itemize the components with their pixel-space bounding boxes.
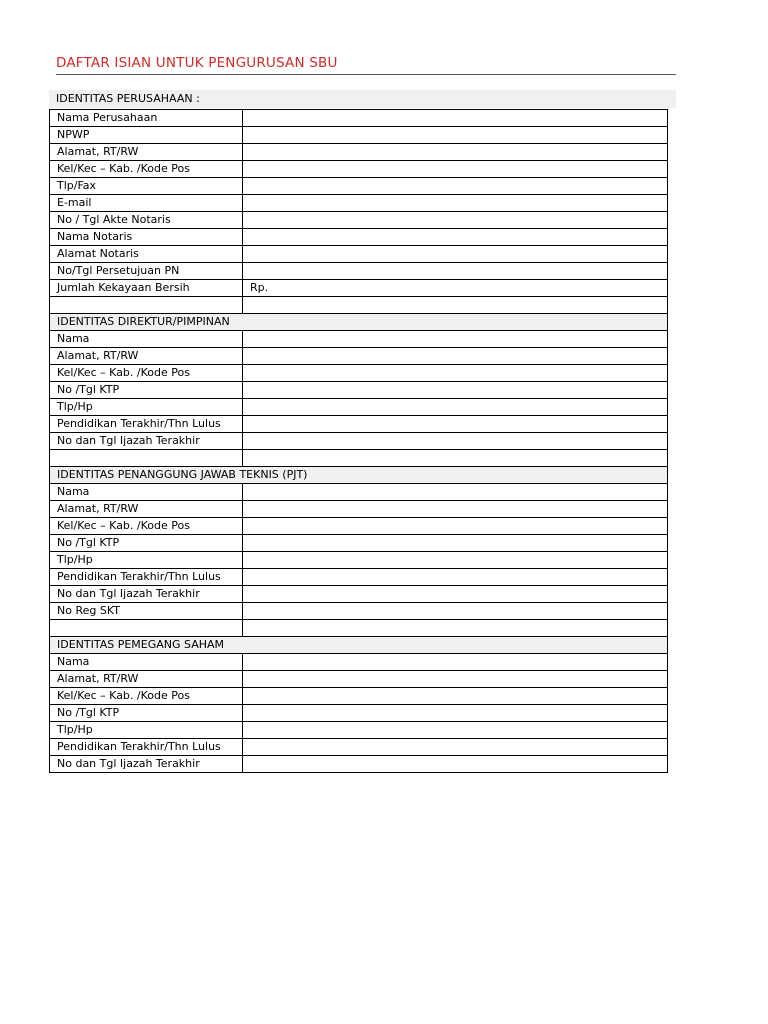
form-row [50, 416, 668, 433]
field-value-cell[interactable] [243, 195, 668, 212]
section-heading-row [50, 637, 668, 654]
field-value-cell[interactable] [243, 535, 668, 552]
form-row [50, 654, 668, 671]
form-row [50, 280, 668, 297]
field-value-cell[interactable] [243, 484, 668, 501]
field-label: Tlp/Hp [50, 722, 243, 739]
field-value-cell[interactable] [243, 399, 668, 416]
blank-label-cell [50, 620, 243, 637]
section-heading-label: IDENTITAS DIREKTUR/PIMPINAN [50, 314, 668, 331]
field-value-cell[interactable] [243, 603, 668, 620]
field-label: Alamat, RT/RW [50, 348, 243, 365]
field-value-cell[interactable] [243, 705, 668, 722]
form-row [50, 501, 668, 518]
field-label: No dan Tgl Ijazah Terakhir [50, 586, 243, 603]
form-row [50, 382, 668, 399]
form-row [50, 110, 668, 127]
field-value-cell[interactable]: Rp. [243, 280, 668, 297]
field-label: Tlp/Hp [50, 399, 243, 416]
form-row [50, 484, 668, 501]
field-value-cell[interactable] [243, 110, 668, 127]
form-row [50, 195, 668, 212]
field-value-cell[interactable] [243, 331, 668, 348]
field-label: No/Tgl Persetujuan PN [50, 263, 243, 280]
field-label: Alamat, RT/RW [50, 144, 243, 161]
form-row [50, 399, 668, 416]
form-row [50, 518, 668, 535]
field-label: Kel/Kec – Kab. /Kode Pos [50, 688, 243, 705]
field-value-cell[interactable] [243, 722, 668, 739]
form-row [50, 705, 668, 722]
form-row [50, 569, 668, 586]
form-row [50, 144, 668, 161]
form-row [50, 433, 668, 450]
field-value-cell[interactable] [243, 212, 668, 229]
field-value-cell[interactable] [243, 688, 668, 705]
form-row [50, 671, 668, 688]
form-row [50, 739, 668, 756]
field-value-cell[interactable] [243, 671, 668, 688]
field-label: Tlp/Fax [50, 178, 243, 195]
form-row [50, 722, 668, 739]
field-value-cell[interactable] [243, 654, 668, 671]
field-value-cell[interactable] [243, 127, 668, 144]
field-label: No dan Tgl Ijazah Terakhir [50, 756, 243, 773]
field-value-cell[interactable] [243, 365, 668, 382]
field-value-cell[interactable] [243, 382, 668, 399]
field-label: No /Tgl KTP [50, 705, 243, 722]
blank-label-cell [50, 297, 243, 314]
field-value-cell[interactable] [243, 501, 668, 518]
field-value-cell[interactable] [243, 552, 668, 569]
field-value-cell[interactable] [243, 756, 668, 773]
field-label: No /Tgl KTP [50, 535, 243, 552]
field-label: No / Tgl Akte Notaris [50, 212, 243, 229]
field-value-cell[interactable] [243, 178, 668, 195]
blank-label-cell [50, 450, 243, 467]
field-label: Pendidikan Terakhir/Thn Lulus [50, 569, 243, 586]
section-heading-label: IDENTITAS PENANGGUNG JAWAB TEKNIS (PJT) [50, 467, 668, 484]
field-value-cell[interactable] [243, 161, 668, 178]
field-value-cell[interactable] [243, 518, 668, 535]
blank-row [50, 450, 668, 467]
field-value-cell[interactable] [243, 229, 668, 246]
section-heading-label: IDENTITAS PERUSAHAAN : [56, 92, 200, 105]
form-row [50, 178, 668, 195]
form-row [50, 263, 668, 280]
field-value-cell[interactable] [243, 433, 668, 450]
field-label: Nama [50, 331, 243, 348]
form-row [50, 586, 668, 603]
field-label: Nama [50, 654, 243, 671]
field-label: Pendidikan Terakhir/Thn Lulus [50, 739, 243, 756]
form-table-body [50, 110, 668, 773]
field-label: Nama [50, 484, 243, 501]
form-row [50, 331, 668, 348]
form-row [50, 535, 668, 552]
field-label: No /Tgl KTP [50, 382, 243, 399]
form-row [50, 603, 668, 620]
section-heading-label: IDENTITAS PEMEGANG SAHAM [50, 637, 668, 654]
section-heading-perusahaan [49, 90, 676, 108]
field-label: NPWP [50, 127, 243, 144]
form-row [50, 229, 668, 246]
blank-row [50, 297, 668, 314]
form-row [50, 756, 668, 773]
form-row [50, 348, 668, 365]
form-row [50, 365, 668, 382]
field-value-cell[interactable] [243, 144, 668, 161]
field-label: Kel/Kec – Kab. /Kode Pos [50, 365, 243, 382]
field-label: Nama Notaris [50, 229, 243, 246]
form-row [50, 246, 668, 263]
field-label: Kel/Kec – Kab. /Kode Pos [50, 161, 243, 178]
field-label: Alamat, RT/RW [50, 671, 243, 688]
field-value-cell[interactable] [243, 263, 668, 280]
form-row [50, 212, 668, 229]
field-label: E-mail [50, 195, 243, 212]
form-row [50, 688, 668, 705]
field-label: No Reg SKT [50, 603, 243, 620]
registration-form-table [49, 109, 668, 773]
field-label: Kel/Kec – Kab. /Kode Pos [50, 518, 243, 535]
section-heading-row [50, 314, 668, 331]
field-label: Nama Perusahaan [50, 110, 243, 127]
field-label: Alamat, RT/RW [50, 501, 243, 518]
form-row [50, 127, 668, 144]
field-value-cell[interactable] [243, 348, 668, 365]
form-row [50, 552, 668, 569]
section-heading-row [50, 467, 668, 484]
document-title: DAFTAR ISIAN UNTUK PENGURUSAN SBU [56, 55, 338, 71]
field-value-cell[interactable] [243, 569, 668, 586]
blank-value-cell [243, 297, 668, 314]
blank-value-cell [243, 450, 668, 467]
field-value-cell[interactable] [243, 246, 668, 263]
field-label: Tlp/Hp [50, 552, 243, 569]
blank-value-cell [243, 620, 668, 637]
field-label: No dan Tgl Ijazah Terakhir [50, 433, 243, 450]
form-row [50, 161, 668, 178]
blank-row [50, 620, 668, 637]
field-value-cell[interactable] [243, 586, 668, 603]
field-label: Pendidikan Terakhir/Thn Lulus [50, 416, 243, 433]
field-label: Alamat Notaris [50, 246, 243, 263]
field-label: Jumlah Kekayaan Bersih [50, 280, 243, 297]
title-divider [56, 74, 676, 75]
field-value-cell[interactable] [243, 416, 668, 433]
field-value-cell[interactable] [243, 739, 668, 756]
